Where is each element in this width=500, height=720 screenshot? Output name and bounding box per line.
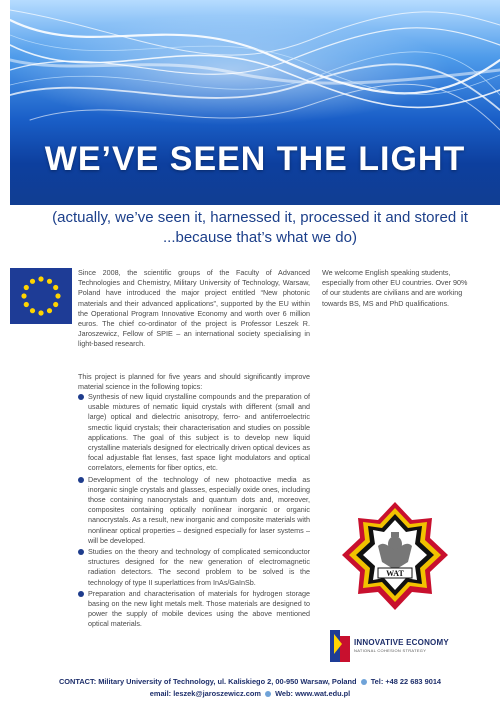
separator-dot-icon xyxy=(265,691,271,697)
tel-value: +48 22 683 9014 xyxy=(385,677,442,686)
innovative-economy-name: INNOVATIVE ECONOMY xyxy=(354,638,449,647)
intro-paragraph: Since 2008, the scientific groups of the Faculty of Advanced Technologies and Chemistry, Military University of Technology, Warsaw, Poland have introduced the major project entitled “New photonic materials and their advanced applications”, supported by the EU within the Operational Program Innovative Economy and worth over 6 million euros. The chief co-ordinator of the project is Professor Leszek R. Jaroszewicz, Fellow of SPIE – an international society specialising in light-based research. xyxy=(78,268,310,349)
list-item-text: Studies on the theory and technology of complicated semiconductor structures designed for the new generation of electromagnetic radiation detectors. The second problem to be solved is the technology of type II superlattices from InAs/GaInSb. xyxy=(88,547,310,587)
list-item xyxy=(78,547,310,588)
innovative-economy-mark-icon xyxy=(330,630,350,662)
email-label: email: xyxy=(149,689,172,698)
bullet-icon xyxy=(78,477,84,483)
list-item-text: Preparation and characterisation of materials for hydrogen storage basing on the new light metals melt. Those materials are designed to power the supply of mobile devices using the above mentioned optical materials. xyxy=(88,588,310,629)
plan-intro-paragraph: This project is planned for five years and should significantly improve material science in the following topics: xyxy=(78,372,310,392)
wat-emblem-label: WAT xyxy=(386,569,404,578)
eu-stars-icon xyxy=(10,268,72,324)
list-item xyxy=(78,475,310,546)
wat-cross-icon xyxy=(340,500,450,612)
list-item xyxy=(78,589,310,630)
tel-label: Tel: xyxy=(370,677,384,686)
contact-label: CONTACT: xyxy=(58,677,97,686)
innovative-economy-logo xyxy=(330,630,490,666)
web-label: Web: xyxy=(275,689,293,698)
subtitle xyxy=(40,208,480,248)
list-item-text: Development of the technology of new photoactive media as inorganic single crystals and glasses, especially oxide ones, including those containing nanocrystals and quantum dots and, moreover, composites containing optically nonlinear inorganic or organic nanocrystals. As a result, new inorganic and composite materials with nonlinear optical properties – designed especially for laser systems – will be developed. xyxy=(88,474,310,545)
contact-line-2 xyxy=(0,688,500,700)
side-note: We welcome English speaking students, especially from other EU countries. Over 90% of our students are civilians and are working towards BS, MS and PhD qualifications. xyxy=(322,268,468,308)
web-link[interactable]: www.wat.edu.pl xyxy=(295,689,351,698)
bullet-icon xyxy=(78,591,84,597)
wat-emblem-logo xyxy=(340,500,450,612)
list-item xyxy=(78,392,310,474)
hero-title: WE’VE SEEN THE LIGHT xyxy=(44,140,466,178)
email-link[interactable]: leszek@jaroszewicz.com xyxy=(173,689,261,698)
subtitle-line-2: ...because that’s what we do) xyxy=(162,229,357,246)
list-item-text: Synthesis of new liquid crystalline compounds and the preparation of usable mixtures of nematic liquid crystals with different (small and large) optical and dielectric anisotropy, ferro- and antiferroelectric smectic liquid crystals; their characterisation and studies on possible applications. The goal of this subject is to develop new liquid crystalline materials designed for electrically driven optical devices as focal adjustable flat lenses, fast space light modulators and optical correlators, elements for fiber optics, etc. xyxy=(88,392,310,473)
contact-line-1 xyxy=(0,676,500,688)
separator-dot-icon xyxy=(361,679,367,685)
contact-address: Military University of Technology, ul. Kaliskiego 2, 00-950 Warsaw, Poland xyxy=(98,677,357,686)
innovative-economy-tagline: NATIONAL COHESION STRATEGY xyxy=(354,648,427,653)
contact-footer xyxy=(0,676,500,700)
bullet-icon xyxy=(78,549,84,555)
eu-flag-icon xyxy=(10,268,72,324)
hero-banner xyxy=(10,0,500,205)
bullet-icon xyxy=(78,394,84,400)
subtitle-line-1: (actually, we’ve seen it, harnessed it, processed it and stored it xyxy=(52,209,468,226)
topics-list xyxy=(78,392,310,631)
